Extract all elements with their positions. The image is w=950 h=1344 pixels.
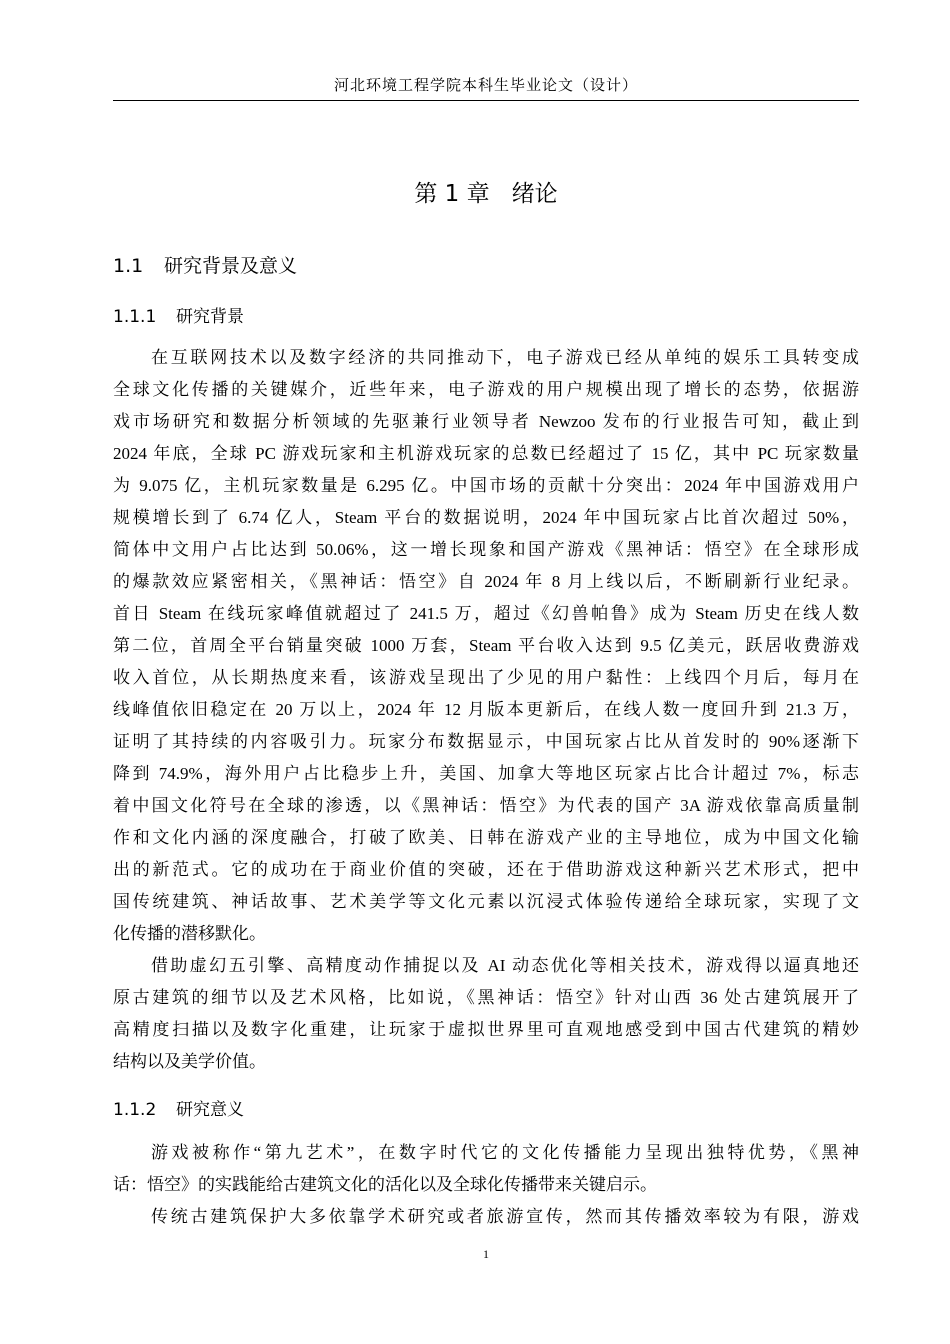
paragraph-line: 传统古建筑保护大多依靠学术研究或者旅游宣传，然而其传播效率较为有限，游戏 <box>151 1207 859 1226</box>
paragraph-line: 游戏被称作“第九艺术”，在数字时代它的文化传播能力呈现出独特优势，《黑神 <box>151 1143 859 1162</box>
chapter-number: 第 1 章 <box>414 181 490 207</box>
paragraph-line: 首日 Steam 在线玩家峰值就超过了 241.5 万，超过《幻兽帕鲁》成为 Steam 历史在线人数 <box>113 604 859 623</box>
paragraph-line: 着中国文化符号在全球的渗透，以《黑神话：悟空》为代表的国产 3A 游戏依靠高质量制 <box>113 796 859 815</box>
subsection-heading-1-1-1 <box>113 304 244 330</box>
paragraph-line: 第二位，首周全平台销量突破 1000 万套，Steam 平台收入达到 9.5 亿美元，跃居收费游戏 <box>113 636 859 655</box>
paragraph-line: 全球文化传播的关键媒介，近些年来，电子游戏的用户规模出现了增长的态势，依据游 <box>113 380 859 399</box>
paragraph-line: 戏市场研究和数据分析领域的先驱兼行业领导者 Newzoo 发布的行业报告可知，截止到 <box>113 412 859 431</box>
paragraph-background-1 <box>113 342 859 950</box>
paragraph-line: 话：悟空》的实践能给古建筑文化的活化以及全球化传播带来关键启示。 <box>113 1175 657 1194</box>
section-heading-1-1 <box>113 252 297 280</box>
chapter-title <box>113 178 859 210</box>
header-divider <box>113 100 859 101</box>
page-header: 河北环境工程学院本科生毕业论文（设计） <box>333 78 638 94</box>
paragraph-line: 降到 74.9%，海外用户占比稳步上升，美国、加拿大等地区玩家占比合计超过 7%，标志 <box>113 764 859 783</box>
page-number: 1 <box>483 1247 489 1261</box>
paragraph-line: 原古建筑的细节以及艺术风格，比如说，《黑神话：悟空》针对山西 36 处古建筑展开了 <box>113 988 859 1007</box>
paragraph-line: 简体中文用户占比达到 50.06%，这一增长现象和国产游戏《黑神话：悟空》在全球形成 <box>113 540 859 559</box>
subsection-heading-1-1-2 <box>113 1097 244 1123</box>
paragraph-line: 高精度扫描以及数字化重建，让玩家于虚拟世界里可直观地感受到中国古代建筑的精妙 <box>113 1020 859 1039</box>
paragraph-significance-1 <box>113 1137 859 1201</box>
paragraph-line: 借助虚幻五引擎、高精度动作捕捉以及 AI 动态优化等相关技术，游戏得以逼真地还 <box>151 956 859 975</box>
paragraph-line: 证明了其持续的内容吸引力。玩家分布数据显示，中国玩家占比从首发时的 90%逐渐下 <box>113 732 859 751</box>
subsection-title: 研究背景 <box>176 307 244 327</box>
subsection-number: 1.1.2 <box>113 1100 157 1120</box>
section-number: 1.1 <box>113 255 144 277</box>
paragraph-line: 作和文化内涵的深度融合，打破了欧美、日韩在游戏产业的主导地位，成为中国文化输 <box>113 828 859 847</box>
chapter-name: 绪论 <box>511 181 558 207</box>
paragraph-line: 结构以及美学价值。 <box>113 1052 266 1071</box>
subsection-number: 1.1.1 <box>113 307 157 327</box>
paragraph-line: 国传统建筑、神话故事、艺术美学等文化元素以沉浸式体验传递给全球玩家，实现了文 <box>113 892 859 911</box>
paragraph-line: 出的新范式。它的成功在于商业价值的突破，还在于借助游戏这种新兴艺术形式，把中 <box>113 860 859 879</box>
paragraph-line: 为 9.075 亿，主机玩家数量是 6.295 亿。中国市场的贡献十分突出：2024 年中国游戏用户 <box>113 476 859 495</box>
paragraph-line: 收入首位，从长期热度来看，该游戏呈现出了少见的用户黏性：上线四个月后，每月在 <box>113 668 859 687</box>
section-title: 研究背景及意义 <box>164 255 298 277</box>
subsection-title: 研究意义 <box>176 1100 244 1120</box>
paragraph-line: 的爆款效应紧密相关，《黑神话：悟空》自 2024 年 8 月上线以后，不断刷新行业纪录。 <box>113 572 859 591</box>
paragraph-background-2 <box>113 950 859 1078</box>
paragraph-significance-2 <box>113 1201 859 1233</box>
paragraph-line: 规模增长到了 6.74 亿人，Steam 平台的数据说明，2024 年中国玩家占比首次超过 50%， <box>113 508 859 527</box>
paragraph-line: 2024 年底，全球 PC 游戏玩家和主机游戏玩家的总数已经超过了 15 亿，其中 PC 玩家数量 <box>113 444 859 463</box>
paragraph-line: 在互联网技术以及数字经济的共同推动下，电子游戏已经从单纯的娱乐工具转变成 <box>151 348 859 367</box>
paragraph-line: 化传播的潜移默化。 <box>113 924 266 943</box>
paragraph-line: 线峰值依旧稳定在 20 万以上，2024 年 12 月版本更新后，在线人数一度回升到 21.3 万， <box>113 700 859 719</box>
